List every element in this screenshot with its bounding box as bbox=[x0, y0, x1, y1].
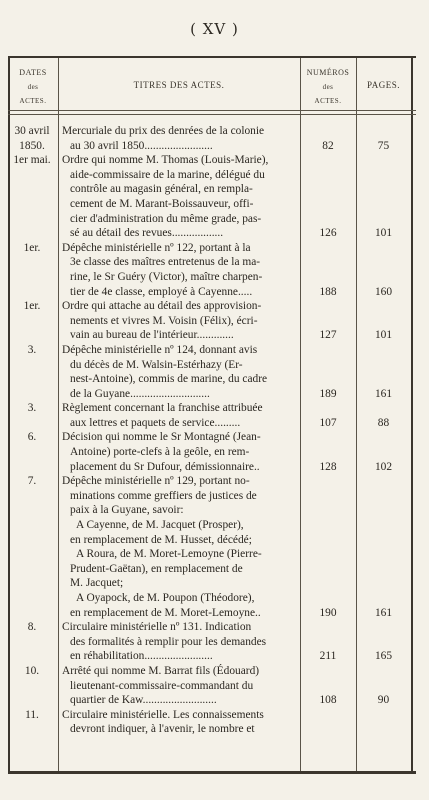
entry-page: 165 bbox=[374, 650, 393, 663]
entry-number: 211 bbox=[319, 650, 337, 663]
entry-date-line: 6. bbox=[27, 431, 37, 444]
entry-number: 126 bbox=[319, 227, 337, 240]
entry-title-line: cement de M. Marant-Boissauveur, offi- bbox=[70, 197, 254, 210]
entry-title-line: aide-commissaire de la marine, délégué du bbox=[70, 168, 265, 181]
entry-title-line: tier de 4e classe, employé à Cayenne..... bbox=[70, 285, 253, 298]
entry-page: 160 bbox=[374, 285, 393, 298]
entry-title-line: aux lettres et paquets de service......... bbox=[70, 416, 241, 429]
entry-title bbox=[62, 664, 298, 708]
entry-number: 190 bbox=[319, 606, 337, 619]
entry-date bbox=[8, 664, 56, 679]
entry-date-line: 1er mai. bbox=[13, 154, 51, 167]
entry-title-line: Arrêté qui nomme M. Barrat fils (Édouard) bbox=[62, 664, 260, 677]
entry-title bbox=[62, 430, 298, 474]
entry-row bbox=[8, 620, 412, 664]
entry-date bbox=[8, 708, 56, 723]
entry-row bbox=[8, 401, 412, 430]
entry-number: 189 bbox=[319, 387, 337, 400]
entry-title-line: nest-Antoine), commis de marine, du cadre bbox=[70, 373, 268, 386]
entry-date bbox=[8, 401, 56, 416]
entry-page: 75 bbox=[377, 139, 390, 152]
entry-title-line: Dépêche ministérielle nº 122, portant à la bbox=[62, 241, 251, 254]
entry-title bbox=[62, 343, 298, 401]
entry-date-line: 3. bbox=[27, 343, 37, 356]
header-pages: PAGES. bbox=[367, 80, 400, 90]
header-dates-line: DATES bbox=[19, 68, 47, 77]
entry-number: 127 bbox=[319, 329, 337, 342]
entry-date-line: 30 avril bbox=[14, 125, 50, 137]
entry-date-line: 1er. bbox=[23, 300, 41, 313]
entry-page: 101 bbox=[374, 329, 393, 342]
entry-title-line: en remplacement de M. Moret-Lemoyne.. bbox=[70, 606, 261, 619]
entry-page: 88 bbox=[377, 416, 390, 429]
entry-date-line: 3. bbox=[27, 402, 37, 415]
entry-row bbox=[8, 664, 412, 708]
entry-title bbox=[62, 299, 298, 343]
entry-title bbox=[62, 241, 298, 299]
entry-row bbox=[8, 343, 412, 401]
entry-title-line: Ordre qui attache au détail des approvision- bbox=[62, 300, 262, 313]
entry-date bbox=[8, 153, 56, 168]
entry-title-line: du décès de M. Walsin-Estérhazy (Er- bbox=[70, 358, 243, 371]
header-titres: TITRES DES ACTES. bbox=[133, 80, 225, 90]
entry-row bbox=[8, 299, 412, 343]
entry-page: 161 bbox=[374, 606, 393, 619]
header-numeros bbox=[300, 66, 356, 108]
entry-title-line: A Oyapock, de M. Poupon (Théodore), bbox=[76, 592, 255, 604]
entry-title-line: Dépêche ministérielle nº 129, portant no- bbox=[62, 475, 250, 488]
entry-title-line: en réhabilitation........................ bbox=[70, 650, 213, 663]
entry-title bbox=[62, 124, 298, 153]
entry-page: 161 bbox=[374, 387, 393, 400]
entry-date bbox=[8, 620, 56, 635]
page-number: ( XV ) bbox=[190, 20, 239, 38]
entry-page: 90 bbox=[377, 694, 390, 707]
entry-title-line: 3e classe des maîtres entretenus de la ma- bbox=[70, 256, 261, 269]
entry-title-line: Mercuriale du prix des denrées de la colonie bbox=[62, 125, 265, 137]
header-numeros-line: des bbox=[322, 83, 334, 91]
entry-date bbox=[8, 474, 56, 489]
header-numeros-line: ACTES. bbox=[314, 97, 342, 105]
entry-title-line: au 30 avril 1850........................ bbox=[70, 139, 213, 152]
entry-date-line: 10. bbox=[24, 664, 40, 677]
entry-title bbox=[62, 153, 298, 241]
entry-number: 188 bbox=[319, 285, 337, 298]
entry-title-line: placement du Sr Dufour, démissionnaire.. bbox=[70, 460, 260, 473]
entry-row bbox=[8, 124, 412, 153]
entry-title-line: contrôle au magasin général, en rempla- bbox=[70, 183, 253, 196]
entry-title bbox=[62, 401, 298, 430]
entry-title-line: vain au bureau de l'intérieur............. bbox=[70, 329, 234, 342]
entry-date-line: 1850. bbox=[19, 139, 45, 152]
entry-title-line: Circulaire ministérielle. Les connaissements bbox=[62, 708, 264, 721]
entry-title-line: de la Guyane............................ bbox=[70, 387, 210, 400]
entry-page: 102 bbox=[374, 460, 393, 473]
table-frame bbox=[8, 56, 416, 774]
entry-title-line: rine, le Sr Guéry (Victor), maître charpen- bbox=[70, 270, 263, 283]
entry-title-line: cier d'administration du même grade, pas- bbox=[70, 212, 262, 225]
header-rule-2 bbox=[8, 114, 416, 115]
entry-title bbox=[62, 708, 298, 737]
entry-date-line: 8. bbox=[27, 621, 37, 634]
entry-date bbox=[8, 299, 56, 314]
entry-row bbox=[8, 708, 412, 737]
entry-title-line: devront indiquer, à l'avenir, le nombre et bbox=[70, 723, 255, 736]
entry-row bbox=[8, 153, 412, 241]
entry-date bbox=[8, 343, 56, 358]
entry-date-line: 7. bbox=[27, 475, 37, 488]
entry-title-line: Antoine) porte-clefs à la geôle, en rem- bbox=[70, 446, 250, 459]
entry-title-line: des formalités à remplir pour les demandes bbox=[70, 635, 267, 648]
entry-date bbox=[8, 241, 56, 256]
header-dates-line: ACTES. bbox=[19, 97, 47, 105]
entry-date-line: 11. bbox=[25, 708, 39, 721]
entry-number: 128 bbox=[319, 460, 337, 473]
entry-title-line: Règlement concernant la franchise attribuée bbox=[62, 402, 263, 415]
entry-date bbox=[8, 124, 56, 153]
entry-date-line: 1er. bbox=[23, 241, 41, 254]
entry-row bbox=[8, 430, 412, 474]
entry-title-line: paix à la Guyane, savoir: bbox=[70, 504, 184, 517]
entry-title-line: quartier de Kaw.......................... bbox=[70, 694, 217, 707]
entry-title-line: M. Jacquet; bbox=[70, 577, 124, 590]
entry-title-line: sé au détail des revues.................. bbox=[70, 227, 224, 240]
entry-number: 108 bbox=[319, 694, 337, 707]
entry-title bbox=[62, 474, 298, 620]
entry-title-line: Circulaire ministérielle nº 131. Indication bbox=[62, 621, 252, 634]
entry-page: 101 bbox=[374, 227, 393, 240]
entry-number: 107 bbox=[319, 416, 337, 429]
header-numeros-line: NUMÉROS bbox=[306, 68, 350, 77]
entry-title-line: Prudent-Gaëtan), en remplacement de bbox=[70, 562, 243, 575]
entry-row bbox=[8, 241, 412, 299]
entry-title-line: lieutenant-commissaire-commandant du bbox=[70, 679, 254, 692]
entry-title-line: Ordre qui nomme M. Thomas (Louis-Marie), bbox=[62, 154, 269, 167]
entry-title-line: Décision qui nomme le Sr Montagné (Jean- bbox=[62, 431, 261, 444]
entry-row bbox=[8, 474, 412, 620]
header-dates-line: des bbox=[27, 83, 39, 91]
entry-number: 82 bbox=[322, 139, 334, 152]
entry-title-line: A Roura, de M. Moret-Lemoyne (Pierre- bbox=[76, 548, 262, 561]
entry-title-line: Dépêche ministérielle nº 124, donnant avis bbox=[62, 343, 258, 356]
entry-title-line: nements et vivres M. Voisin (Félix), écri- bbox=[70, 314, 258, 327]
header-rule bbox=[8, 110, 416, 111]
entry-title bbox=[62, 620, 298, 664]
header-dates bbox=[8, 66, 58, 108]
entries-list bbox=[8, 124, 412, 737]
entry-title-line: minations comme greffiers de justices de bbox=[70, 489, 257, 502]
entry-title-line: A Cayenne, de M. Jacquet (Prosper), bbox=[76, 519, 244, 532]
entry-title-line: en remplacement de M. Husset, décédé; bbox=[70, 533, 252, 546]
entry-date bbox=[8, 430, 56, 445]
